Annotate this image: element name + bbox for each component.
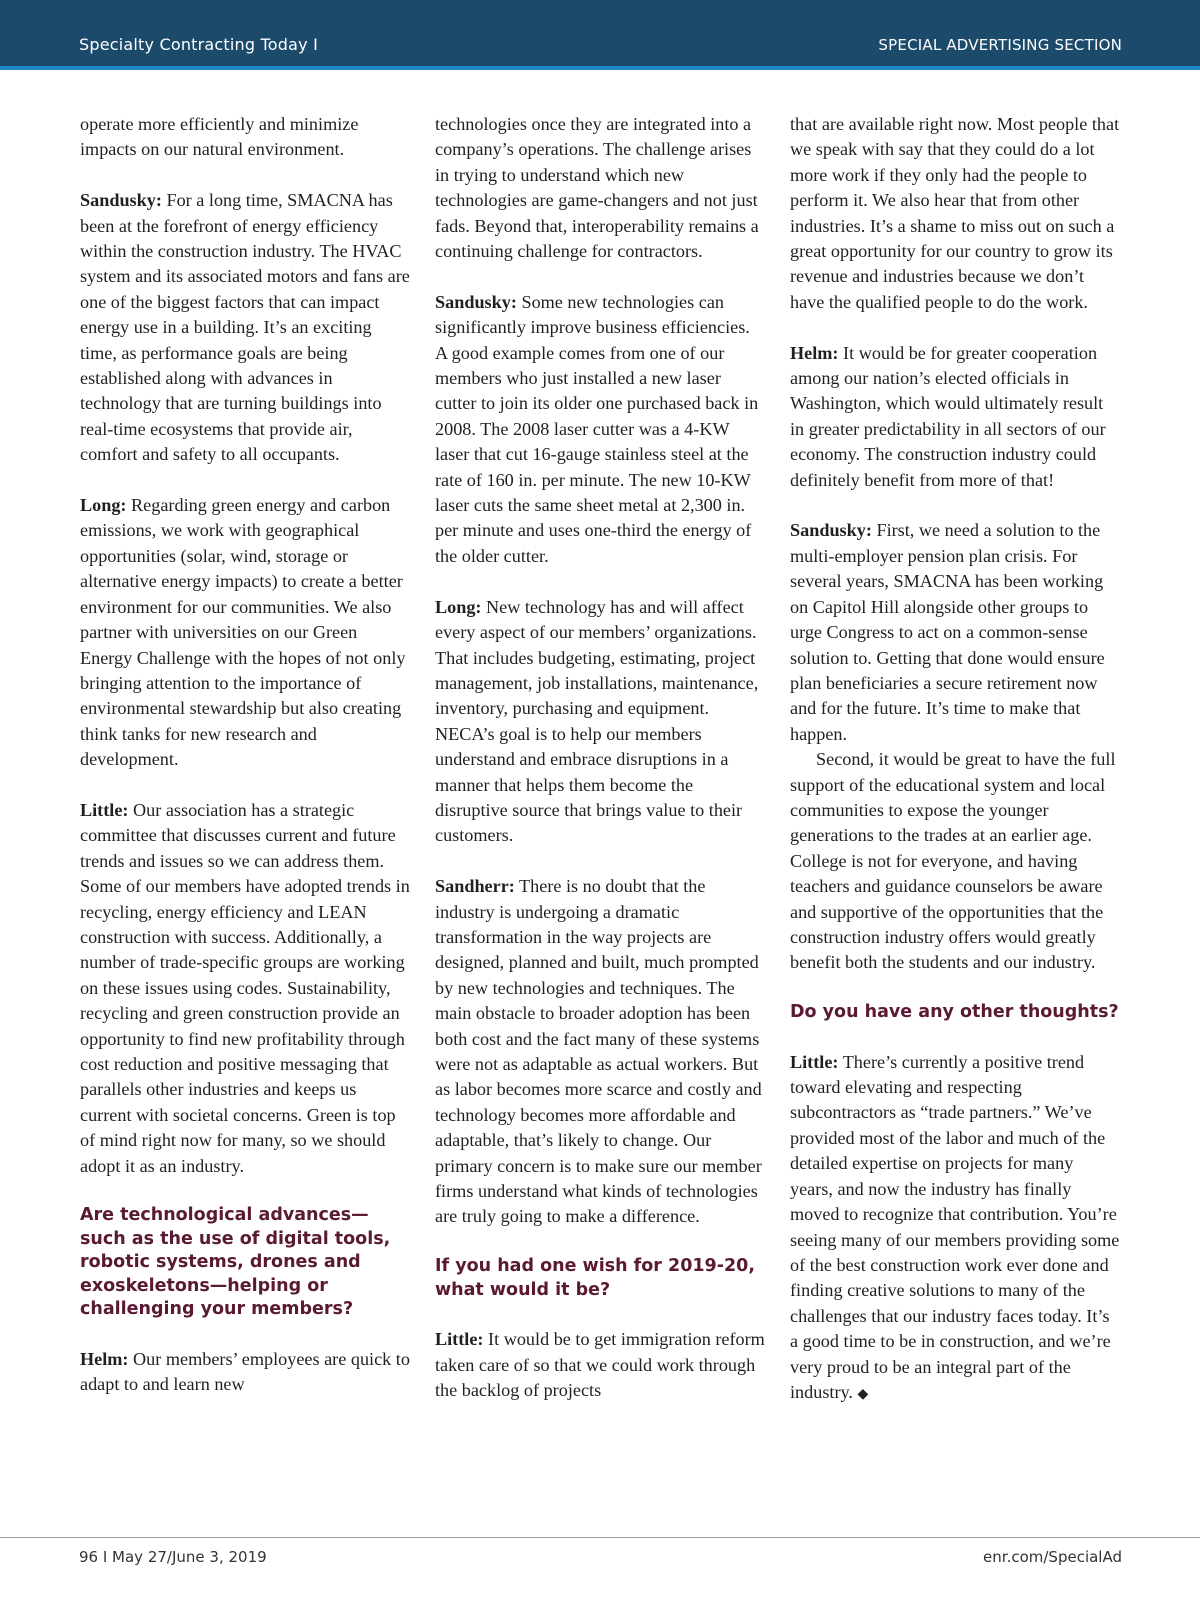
speaker-name: Helm: — [80, 1348, 129, 1369]
page-header — [0, 0, 1200, 70]
paragraph: Sandusky: First, we need a solution to the multi-employer pension plan crisis. For several years, SMACNA has been working on Capitol Hill alongside other groups to urge Congress to act on a common-sense solution to. Getting that done would ensure plan beneficiaries a secure retirement now and for the future. It’s time to make that happen. — [790, 520, 1105, 744]
speaker-name: Sandusky: — [435, 291, 517, 312]
paragraph: Helm: Our members’ employees are quick to adapt to and learn new — [80, 1348, 410, 1395]
paragraph: Sandusky: For a long time, SMACNA has been at the forefront of energy efficiency within the construction industry. The HVAC system and its associated motors and fans are one of the biggest factors that can impact energy use in a building. It’s an exciting time, as performance goals are being established along with advances in technology that are turning buildings into real-time ecosystems that provide air, comfort and safety to all occupants. — [80, 190, 410, 465]
question-heading: If you had one wish for 2019-20, what would it be? — [435, 1256, 755, 1300]
question-heading: Are technological advances—such as the use of digital tools, robotic systems, drones and exoskeletons—helping or challenging your members? — [80, 1205, 391, 1320]
article-column-1 — [80, 112, 410, 1423]
paragraph: operate more efficiently and minimize impacts on our natural environment. — [80, 114, 359, 160]
header-publication-title: Specialty Contracting Today I — [79, 35, 319, 54]
article-column-3 — [790, 112, 1120, 1433]
paragraph: Sandherr: There is no doubt that the industry is undergoing a dramatic transformation in the way projects are designed, planned and built, much prompted by new technologies and techniques. The main obstacle to broader adoption has been both cost and the fact many of these systems were not as adaptable as actual workers. But as labor becomes more scarce and costly and technology becomes more affordable and adaptable, that’s likely to change. Our primary concern is to make sure our member firms understand what kinds of technologies are truly going to make a difference. — [435, 876, 762, 1227]
footer-divider — [0, 1537, 1200, 1538]
speaker-name: Little: — [80, 799, 129, 820]
paragraph: Little: It would be to get immigration reform taken care of so that we could work through the backlog of projects — [435, 1329, 765, 1401]
paragraph: Second, it would be great to have the full support of the educational system and local communities to expose the younger generations to the trades at an earlier age. College is not for everyone, and having teachers and guidance counselors be aware and supportive of the opportunities that the construction industry offers would greatly benefit both the students and our industry. — [790, 749, 1116, 973]
speaker-name: Sandherr: — [435, 876, 515, 897]
end-mark-icon: ◆ — [857, 1386, 869, 1402]
paragraph: Sandusky: Some new technologies can significantly improve business efficiencies. A good example comes from one of our members who just installed a new laser cutter to join its older one purchased back in 2008. The 2008 laser cutter was a 4-KW laser that cut 16-gauge stainless steel at the rate of 160 in. per minute. The new 10-KW laser cuts the same sheet metal at 2,300 in. per minute and uses one-third the energy of the older cutter. — [435, 291, 759, 566]
footer-page-date: 96 I May 27/June 3, 2019 — [79, 1548, 267, 1566]
speaker-name: Long: — [80, 495, 127, 516]
paragraph: Little: Our association has a strategic committee that discusses current and future trends and issues so we can address them. Some of our members have adopted trends in recycling, energy efficiency and LEAN construction with success. Additionally, a number of trade-specific groups are working on these issues using codes. Sustainability, recycling and green construction provide an opportunity to find new profitability through cost reduction and positive messaging that parallels other industries and keeps us current with societal concerns. Green is top of mind right now for many, so we should adopt it as an industry. — [80, 799, 410, 1176]
speaker-name: Little: — [790, 1051, 839, 1072]
paragraph: Little: There’s currently a positive trend toward elevating and respecting subcontractors as “trade partners.” We’ve provided most of the labor and much of the detailed expertise on projects for many years, and now the industry has finally moved to recognize that contribution. You’re seeing many of our members providing some of the best construction work ever done and finding creative solutions to many of the challenges that our industry faces today. It’s a good time to be in construction, and we’re very proud to be an integral part of the industry. ◆ — [790, 1051, 1120, 1402]
article-column-2 — [435, 112, 765, 1429]
question-heading: Do you have any other thoughts? — [790, 1002, 1119, 1023]
paragraph: that are available right now. Most people that we speak with say that they could do a lot more work if they only had the people to perform it. We also hear that from other industries. It’s a shame to miss out on such a great opportunity for our country to grow its revenue and industries because we don’t have the qualified people to do the work. — [790, 114, 1120, 312]
paragraph: Long: New technology has and will affect every aspect of our members’ organizations. That includes budgeting, estimating, project management, job installations, maintenance, inventory, purchasing and equipment. NECA’s goal is to help our members understand and embrace disruptions in a manner that helps them become the disruptive source that brings value to their customers. — [435, 596, 759, 846]
speaker-name: Sandusky: — [80, 190, 162, 211]
paragraph: Long: Regarding green energy and carbon emissions, we work with geographical opportunities (solar, wind, storage or alternative energy impacts) to create a better environment for our communities. We also partner with universities on our Green Energy Challenge with the hopes of not only bringing attention to the importance of environmental stewardship but also creating think tanks for new research and development. — [80, 495, 406, 770]
speaker-name: Helm: — [790, 342, 839, 363]
paragraph: Helm: It would be for greater cooperation among our nation’s elected officials in Washington, which would ultimately result in greater predictability in all sectors of our economy. The construction industry could definitely benefit from more of that! — [790, 342, 1106, 490]
speaker-name: Sandusky: — [790, 520, 872, 541]
footer-url: enr.com/SpecialAd — [983, 1548, 1122, 1566]
paragraph: technologies once they are integrated into a company’s operations. The challenge arises in trying to understand which new technologies are game-changers and not just fads. Beyond that, interoperability remains a continuing challenge for contractors. — [435, 114, 759, 262]
speaker-name: Long: — [435, 596, 482, 617]
header-section-label: SPECIAL ADVERTISING SECTION — [878, 36, 1122, 54]
speaker-name: Little: — [435, 1329, 484, 1350]
